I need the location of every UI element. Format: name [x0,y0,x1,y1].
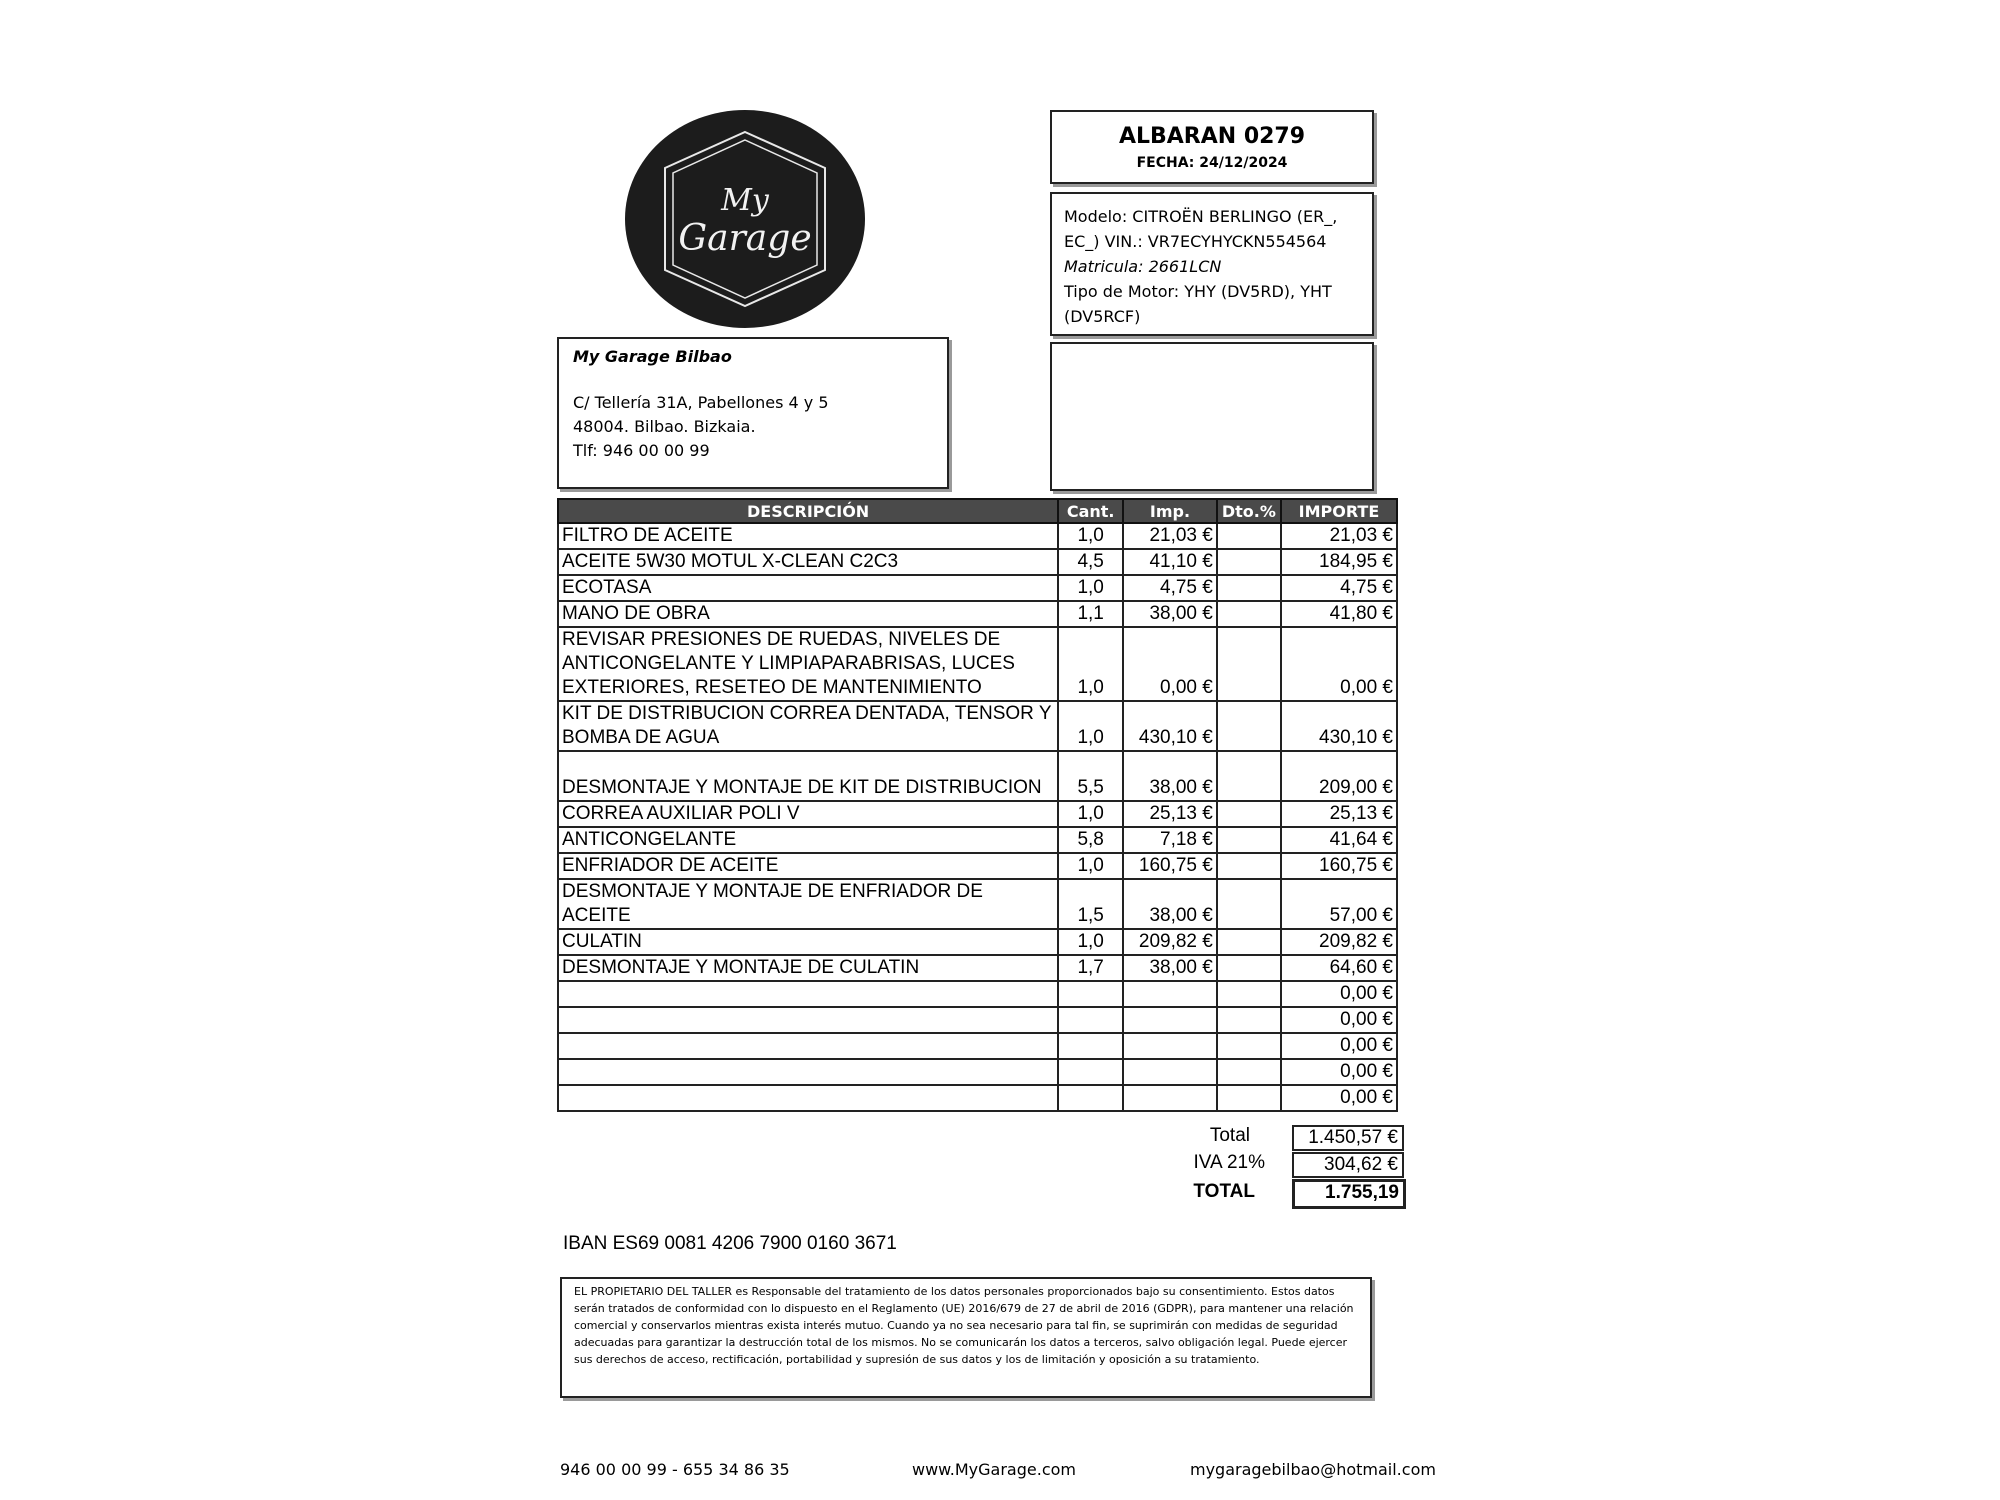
shop-name: My Garage Bilbao [573,347,732,366]
item-amount: 0,00 € [1281,1007,1397,1033]
item-amount: 0,00 € [1281,1059,1397,1085]
legal-text: EL PROPIETARIO DEL TALLER es Responsable del tratamiento de los datos personales proporcionados bajo su consentimiento. Estos datos serán tratados de conformidad con lo dispuesto en el Reglamento (UE) 2016/679 de 27 de abril de 2016 (GDPR), para mantener una relación comercial y conservarlos mientras exista interés mutuo. Cuando ya no sea necesario para tal fin, se suprimirán con medidas de seguridad adecuadas para garantizar la destrucción total de los mismos. No se comunicarán los datos a terceros, salvo obligación legal. Puede ejercer sus derechos de acceso, rectificación, portabilidad y supresión de sus datos y los de limitación y oposición a su tratamiento. [574,1285,1354,1366]
header-cant: Cant. [1058,499,1123,523]
item-amount: 0,00 € [1281,981,1397,1007]
iban: IBAN ES69 0081 4206 7900 0160 3671 [563,1233,897,1254]
item-discount [1217,601,1281,627]
logo-text-my: My [721,183,769,218]
item-discount [1217,751,1281,801]
item-quantity: 4,5 [1058,549,1123,575]
total-label: Total [1209,1125,1250,1146]
item-discount [1217,955,1281,981]
item-quantity [1058,1033,1123,1059]
item-unit-price: 38,00 € [1123,879,1217,929]
item-quantity: 1,0 [1058,801,1123,827]
vehicle-info [1050,192,1374,336]
item-discount [1217,575,1281,601]
item-amount: 0,00 € [1281,1085,1397,1111]
item-discount [1217,627,1281,701]
table-row [558,929,1397,955]
item-quantity: 1,0 [1058,853,1123,879]
albaran-date: FECHA: 24/12/2024 [1136,155,1288,171]
item-unit-price: 430,10 € [1123,701,1217,751]
item-unit-price [1123,1007,1217,1033]
item-quantity [1058,1007,1123,1033]
customer-box [1050,342,1374,491]
item-discount [1217,827,1281,853]
logo-text-garage: Garage [678,218,812,259]
hexagon-logo-icon [625,110,865,328]
item-unit-price: 0,00 € [1123,627,1217,701]
item-quantity [1058,981,1123,1007]
item-unit-price [1123,1033,1217,1059]
legal-notice [560,1277,1372,1398]
item-amount: 184,95 € [1281,549,1397,575]
shop-info [557,337,949,489]
shop-address-line1: C/ Tellería 31A, Pabellones 4 y 5 [573,393,829,412]
item-description: CULATIN [558,929,1058,955]
item-quantity: 1,5 [1058,879,1123,929]
items-table [557,498,1398,1112]
item-amount: 430,10 € [1281,701,1397,751]
table-row [558,1059,1397,1085]
item-discount [1217,879,1281,929]
item-description [558,1007,1058,1033]
albaran-header [1050,110,1374,184]
item-unit-price: 7,18 € [1123,827,1217,853]
item-discount [1217,549,1281,575]
item-amount: 0,00 € [1281,627,1397,701]
item-discount [1217,1085,1281,1111]
table-row [558,981,1397,1007]
garage-logo [625,110,865,328]
item-quantity: 5,8 [1058,827,1123,853]
item-description: MANO DE OBRA [558,601,1058,627]
albaran-title: ALBARAN 0279 [1118,124,1306,149]
item-description: FILTRO DE ACEITE [558,523,1058,549]
item-discount [1217,853,1281,879]
item-discount [1217,1033,1281,1059]
item-amount: 209,00 € [1281,751,1397,801]
table-row [558,955,1397,981]
item-quantity [1058,1085,1123,1111]
iva-label: IVA 21% [1193,1152,1265,1173]
item-description: ACEITE 5W30 MOTUL X-CLEAN C2C3 [558,549,1058,575]
item-unit-price: 41,10 € [1123,549,1217,575]
item-amount: 57,00 € [1281,879,1397,929]
table-header-row [558,499,1397,523]
item-unit-price: 209,82 € [1123,929,1217,955]
item-description [558,1085,1058,1111]
item-description: DESMONTAJE Y MONTAJE DE KIT DE DISTRIBUCION [558,751,1058,801]
item-discount [1217,1059,1281,1085]
item-amount: 41,80 € [1281,601,1397,627]
footer-phones: 946 00 00 99 - 655 34 86 35 [560,1460,790,1479]
vehicle-model: Modelo: CITROËN BERLINGO (ER_, [1064,207,1338,226]
table-row [558,879,1397,929]
item-quantity: 1,7 [1058,955,1123,981]
header-importe: IMPORTE [1281,499,1397,523]
item-discount [1217,929,1281,955]
item-description: DESMONTAJE Y MONTAJE DE ENFRIADOR DE ACEITE [558,879,1058,929]
item-description: REVISAR PRESIONES DE RUEDAS, NIVELES DE ANTICONGELANTE Y LIMPIAPARABRISAS, LUCES EXTERIORES, RESETEO DE MANTENIMIENTO [558,627,1058,701]
item-quantity: 1,0 [1058,523,1123,549]
table-row [558,853,1397,879]
table-row [558,801,1397,827]
item-unit-price [1123,1085,1217,1111]
item-discount [1217,801,1281,827]
item-quantity: 1,0 [1058,627,1123,701]
table-row [558,1007,1397,1033]
item-unit-price: 38,00 € [1123,955,1217,981]
header-descripcion: DESCRIPCIÓN [558,499,1058,523]
item-description: KIT DE DISTRIBUCION CORREA DENTADA, TENSOR Y BOMBA DE AGUA [558,701,1058,751]
table-row [558,601,1397,627]
table-row [558,627,1397,701]
table-row [558,751,1397,801]
table-row [558,701,1397,751]
footer-email: mygaragebilbao@hotmail.com [1190,1460,1436,1479]
item-quantity: 1,0 [1058,929,1123,955]
table-row [558,575,1397,601]
item-discount [1217,1007,1281,1033]
item-description: ANTICONGELANTE [558,827,1058,853]
total-value: 1.450,57 € [1292,1125,1404,1151]
item-discount [1217,981,1281,1007]
vehicle-engine: Tipo de Motor: YHY (DV5RD), YHT [1064,282,1332,301]
item-amount: 25,13 € [1281,801,1397,827]
item-unit-price: 38,00 € [1123,751,1217,801]
header-dto: Dto.% [1217,499,1281,523]
item-discount [1217,701,1281,751]
item-discount [1217,523,1281,549]
item-unit-price [1123,1059,1217,1085]
shop-address-line2: 48004. Bilbao. Bizkaia. [573,417,756,436]
item-description: ENFRIADOR DE ACEITE [558,853,1058,879]
item-amount: 21,03 € [1281,523,1397,549]
table-row [558,827,1397,853]
item-description: CORREA AUXILIAR POLI V [558,801,1058,827]
vehicle-engine-cont: (DV5RCF) [1064,307,1141,326]
vehicle-plate: Matricula: 2661LCN [1064,257,1222,276]
table-row [558,523,1397,549]
item-description [558,1033,1058,1059]
item-description [558,981,1058,1007]
table-row [558,1085,1397,1111]
footer-web: www.MyGarage.com [912,1460,1076,1479]
header-imp: Imp. [1123,499,1217,523]
item-description: ECOTASA [558,575,1058,601]
iva-value: 304,62 € [1292,1152,1404,1178]
item-quantity: 1,0 [1058,701,1123,751]
item-unit-price: 38,00 € [1123,601,1217,627]
item-quantity: 5,5 [1058,751,1123,801]
item-unit-price: 21,03 € [1123,523,1217,549]
item-quantity: 1,1 [1058,601,1123,627]
item-amount: 41,64 € [1281,827,1397,853]
item-amount: 0,00 € [1281,1033,1397,1059]
item-amount: 160,75 € [1281,853,1397,879]
item-unit-price [1123,981,1217,1007]
grand-total-label: TOTAL [1193,1181,1255,1202]
shop-phone: Tlf: 946 00 00 99 [573,441,710,460]
item-quantity [1058,1059,1123,1085]
item-description: DESMONTAJE Y MONTAJE DE CULATIN [558,955,1058,981]
table-row [558,549,1397,575]
vehicle-vin: EC_) VIN.: VR7ECYHYCKN554564 [1064,232,1327,251]
grand-total-value: 1.755,19 [1292,1179,1406,1209]
table-row [558,1033,1397,1059]
item-amount: 64,60 € [1281,955,1397,981]
item-description [558,1059,1058,1085]
item-unit-price: 4,75 € [1123,575,1217,601]
item-unit-price: 25,13 € [1123,801,1217,827]
item-unit-price: 160,75 € [1123,853,1217,879]
item-quantity: 1,0 [1058,575,1123,601]
item-amount: 4,75 € [1281,575,1397,601]
item-amount: 209,82 € [1281,929,1397,955]
